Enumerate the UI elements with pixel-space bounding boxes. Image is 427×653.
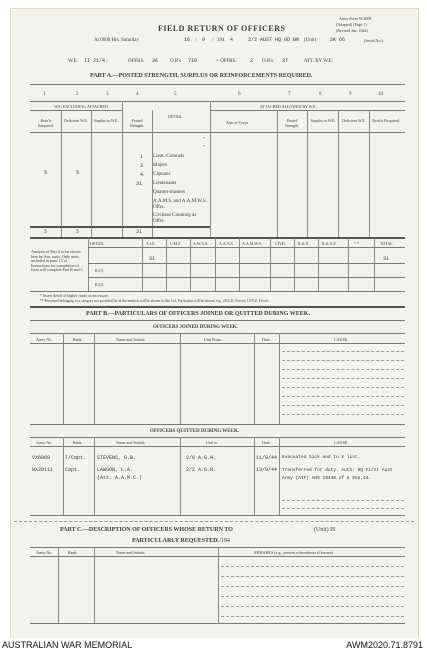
- analysis-header: C.M.F.: [170, 241, 182, 246]
- part-c-requested: PARTICULARLY REQUESTED.: [132, 538, 219, 544]
- analysis-header: DETAIL.: [90, 241, 106, 246]
- plus-offrs-label: + OFFRS.: [216, 59, 237, 64]
- analysis-row-label: R.(1): [95, 268, 104, 273]
- analysis-header: * *: [354, 241, 359, 246]
- joined-header: Army No.: [36, 337, 53, 342]
- analysis-header: R.A.N.: [298, 241, 310, 246]
- quitted-header: Date.: [262, 440, 271, 445]
- quitted-unit: 2/2 A.G.H.: [186, 467, 217, 473]
- col-num: 8: [319, 92, 322, 97]
- quitted-header: Rank.: [73, 440, 83, 445]
- quitted-cause: Transferred for duty. Auth: HQ First Aust Army (AIF) AHS 19440 of 8 Sep.44.: [282, 468, 393, 481]
- quitted-army-no: VX6069: [32, 455, 51, 461]
- attached-allowed-heading: ATTACHED ALLOWED BY W.E.: [260, 104, 317, 109]
- joined-header: Rank.: [73, 337, 83, 342]
- total-rein: 5: [44, 229, 48, 235]
- ors-label: O.R's: [170, 59, 182, 64]
- footnote-1: * Insert detail of higher ranks as necessary.: [40, 293, 109, 298]
- analysis-note: Analysis of Part A to be shown here by Aus. units. Only units included in para. 15 of Instructions for completion of form will complete Part B and C.: [31, 249, 85, 272]
- year-digit: 4: [230, 37, 234, 43]
- detail-item: Lieutenants: [153, 181, 177, 186]
- serial-number: SK 66: [330, 37, 346, 43]
- detail-item: A.A.M.S. and A.A.M.W.S. Offrs.: [153, 199, 207, 210]
- quitted-name: LAWSON, L.A.: [97, 467, 134, 473]
- analysis-header: A.A.M.W.S.: [242, 241, 262, 246]
- quitted-title: OFFICERS QUITTED DURING WEEK.: [150, 429, 240, 434]
- analysis-header: A.W.A.S.: [193, 241, 209, 246]
- posted-value: 31: [136, 181, 143, 187]
- quitted-header: Army No.: [36, 440, 53, 445]
- deficient-header-2: Deficient W.E.: [342, 118, 366, 123]
- joined-title: OFFICERS JOINED DURING WEEK.: [153, 325, 238, 330]
- aif-value: 31: [149, 256, 156, 262]
- analysis-header: A.A.N.S.: [219, 241, 234, 246]
- posted-value: 4: [140, 172, 144, 178]
- quitted-date: 13/9/44: [256, 467, 278, 473]
- arm-corps-header: Arm or Corps.: [226, 120, 250, 125]
- part-c-header: REMARKS (e.g., present whereabouts if known).: [254, 550, 334, 555]
- footer-bar: [0, 638, 427, 653]
- col-num: 7: [288, 92, 291, 97]
- quitted-date: 11/9/44: [256, 455, 278, 461]
- col-num: 3: [106, 92, 109, 97]
- posted-strength-header: Posted Strength.: [129, 118, 145, 128]
- total-deficient: 5: [76, 229, 80, 235]
- deficient-value: 5: [76, 170, 80, 176]
- posted-value: 3: [140, 163, 144, 169]
- date-month: 9: [202, 37, 206, 43]
- analysis-header: R.A.A.F.: [322, 241, 337, 246]
- ors2-value: 37: [282, 58, 289, 64]
- col-num: 9: [349, 92, 352, 97]
- quitted-name: STEVENS, G.B.: [97, 455, 137, 461]
- col-num: 6: [238, 92, 241, 97]
- joined-header: Date.: [262, 337, 271, 342]
- quitted-army-no: NX20111: [32, 467, 54, 473]
- footer-accession: AWM2020.71.8791: [346, 640, 423, 650]
- analysis-total: 31: [383, 256, 390, 262]
- posted-strength-header-2: Posted Strength.: [284, 118, 300, 128]
- part-a-title: PART A.—POSTED STRENGTH, SURPLUS OR REINFORCEMENTS REQUIRED.: [90, 73, 313, 79]
- rein-value: 5: [44, 170, 48, 176]
- att-label: ATT. BY W.E.: [304, 59, 334, 64]
- part-c-header: Army No.: [36, 550, 53, 555]
- surplus-header-2: Surplus to W.E.: [310, 118, 336, 123]
- part-c-header: Rank.: [68, 550, 78, 555]
- ors-value: 710: [188, 58, 198, 64]
- quitted-cause: Evacuated Sick and to X list.: [282, 455, 361, 460]
- part-c-date: / /194: [216, 538, 230, 544]
- plus-offrs-value: 2: [250, 58, 254, 64]
- ors2-label: O.R's.: [262, 59, 275, 64]
- quitted-header: CAUSE.: [334, 440, 349, 445]
- rein-header-2: Rein'ts Required.: [372, 118, 400, 123]
- deficient-header: Deficient W.E.: [64, 118, 88, 123]
- joined-header: CAUSE.: [334, 337, 349, 342]
- joined-header: Name and Initials.: [116, 337, 146, 342]
- footnote-2: ** Personnel belonging to a category not provided for in the analysis will be shown in this Col. Particulars will be shown, e.g., 20 U.K. Forces; 10 N.Z. Forces: [40, 299, 269, 303]
- surplus-header: Surplus to W.E.: [93, 118, 119, 123]
- detail-header: DETAIL.: [168, 114, 184, 119]
- year-label: 194: [217, 38, 225, 43]
- we-excluding-heading: W.E. EXCLUDING ATTACHED.: [54, 104, 109, 109]
- we-value: II 21/4.: [84, 58, 109, 64]
- quitted-header: Unit to.: [206, 440, 219, 445]
- posted-value: 1: [140, 154, 144, 160]
- revised-note: (Revised Jan. 1944): [336, 28, 368, 33]
- col-num: 2: [76, 92, 79, 97]
- detail-item: Majors: [153, 163, 168, 168]
- quitted-header: Name and Initials.: [116, 440, 146, 445]
- col-num: 5: [174, 92, 177, 97]
- joined-header: Unit From.: [204, 337, 222, 342]
- part-b-title: PART B.—PARTICULARS OF OFFICERS JOINED OR QUITTED DURING WEEK.: [86, 311, 310, 317]
- time-label: At 0600 Hrs. Saturday: [94, 38, 139, 43]
- col-num: 4: [136, 92, 139, 97]
- quitted-unit: 2/6 A.G.H.: [186, 455, 217, 461]
- date-day: 16: [184, 37, 191, 43]
- offrs-label: OFFRS.: [128, 59, 145, 64]
- divider: [30, 84, 405, 85]
- rein-required-header: Rein'ts Required.: [38, 118, 54, 128]
- total-posted: 31: [136, 229, 143, 235]
- offrs-value: 36: [152, 58, 159, 64]
- quitted-rank: Capt.: [65, 467, 81, 473]
- analysis-header: TOTAL: [380, 241, 393, 246]
- detail-item: Lieut.-Colonels: [153, 154, 185, 159]
- analysis-header: A.I.F.: [146, 241, 156, 246]
- detail-item: Civilians Counting as Offrs.: [153, 213, 197, 224]
- detail-item: Captains: [153, 172, 171, 177]
- part-c-unit-label: (Unit) IS: [314, 527, 336, 533]
- part-c-title: PART C.—DESCRIPTION OF OFFICERS WHOSE RETURN TO: [60, 527, 233, 533]
- we-label: W.E.: [68, 59, 78, 64]
- part-c-header: Name and Initials.: [116, 550, 146, 555]
- footer-institution: AUSTRALIAN WAR MEMORIAL: [2, 640, 133, 650]
- col-num: 1: [43, 92, 46, 97]
- army-form-number: Army Form W.3008: [339, 16, 372, 21]
- serial-label: (Serial No.): [364, 38, 383, 43]
- analysis-header: CIVD.: [275, 241, 286, 246]
- unit-label: (Unit): [304, 38, 317, 43]
- adapted-note: (Adapted) (Page 1): [336, 22, 367, 27]
- analysis-row-label: R.(2): [95, 282, 104, 287]
- quitted-attachment: (Att. A.A.M.C.): [97, 475, 143, 481]
- form-sheet: [10, 8, 419, 640]
- form-title: FIELD RETURN OF OFFICERS: [158, 24, 286, 33]
- unit-name: 2/2 AUST HQ GD BN: [248, 37, 300, 43]
- col-num: 10: [378, 92, 383, 97]
- quitted-rank: T/Capt.: [65, 455, 87, 461]
- detail-item: Quarter-masters: [153, 190, 186, 195]
